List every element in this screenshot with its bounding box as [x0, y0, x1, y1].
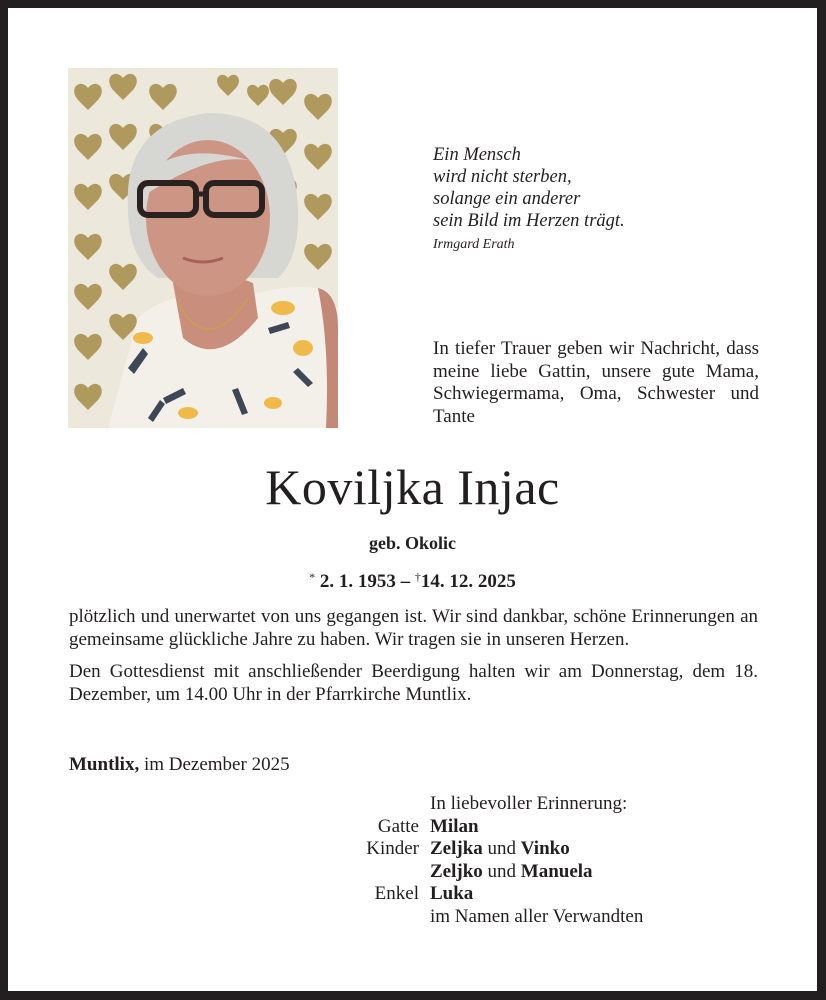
- mourner-name: Zeljko: [430, 860, 483, 882]
- relation-label: Gatte: [377, 815, 419, 837]
- notice-body: [69, 606, 758, 716]
- death-cross-icon: †: [414, 570, 421, 584]
- birth-date: 2. 1. 1953: [319, 571, 396, 592]
- life-dates: [8, 565, 817, 594]
- mourners-closing-row: [304, 906, 643, 929]
- quote-author: Irmgard Erath: [433, 237, 515, 252]
- mourner-row: [304, 883, 643, 906]
- mourner-row: [304, 838, 643, 861]
- mourners-list: [304, 793, 643, 928]
- portrait-image: [68, 68, 338, 428]
- quote-line: Ein Mensch: [433, 145, 521, 165]
- notice-date: im Dezember 2025: [143, 754, 290, 775]
- mourner-name: Milan: [430, 815, 479, 837]
- funeral-details: Den Gottesdienst mit anschließender Beerdigung halten wir am Donnerstag, dem 18. Dezember, um 14.00 Uhr in der Pfarrkirche Muntlix.: [69, 661, 758, 705]
- memorial-quote: [433, 144, 625, 255]
- place-and-date: [69, 753, 290, 777]
- relation-label: Enkel: [374, 883, 419, 904]
- relation-label: Kinder: [366, 838, 419, 859]
- mourner-row: [304, 861, 643, 884]
- conjunction: und: [482, 838, 521, 859]
- mourner-name: Manuela: [520, 860, 593, 882]
- announcement-intro: In tiefer Trauer geben wir Nachricht, dass meine liebe Gattin, unsere gute Mama, Schwiegermama, Oma, Schwester und Tante: [433, 338, 759, 427]
- mourner-name: Zeljka: [430, 838, 483, 859]
- quote-line: solange ein anderer: [433, 189, 581, 209]
- mourners-heading-row: [304, 793, 643, 816]
- mourners-closing: im Namen aller Verwandten: [430, 905, 644, 927]
- place-name: Muntlix,: [69, 754, 140, 775]
- relation-label: [304, 861, 430, 884]
- quote-line: wird nicht sterben,: [433, 167, 572, 187]
- birth-star-icon: *: [309, 570, 316, 584]
- portrait-photo: [68, 68, 338, 428]
- mourner-row: [304, 816, 643, 839]
- birth-name: geb. Okolic: [368, 533, 456, 553]
- death-date: 14. 12. 2025: [420, 571, 516, 592]
- mourner-name: Vinko: [520, 838, 570, 859]
- conjunction: und: [482, 860, 521, 882]
- deceased-name: Koviljka Injac: [265, 459, 560, 515]
- obituary-notice: [8, 8, 817, 991]
- quote-line: sein Bild im Herzen trägt.: [433, 211, 625, 231]
- mourners-heading: In liebevoller Erinnerung:: [430, 793, 628, 814]
- mourner-name: Luka: [430, 883, 474, 904]
- body-paragraph: plötzlich und unerwartet von uns gegangen ist. Wir sind dankbar, schöne Erinnerungen an gemeinsame glückliche Jahre zu haben. Wir tragen sie in unseren Herzen.: [69, 606, 758, 650]
- date-separator: –: [400, 571, 411, 592]
